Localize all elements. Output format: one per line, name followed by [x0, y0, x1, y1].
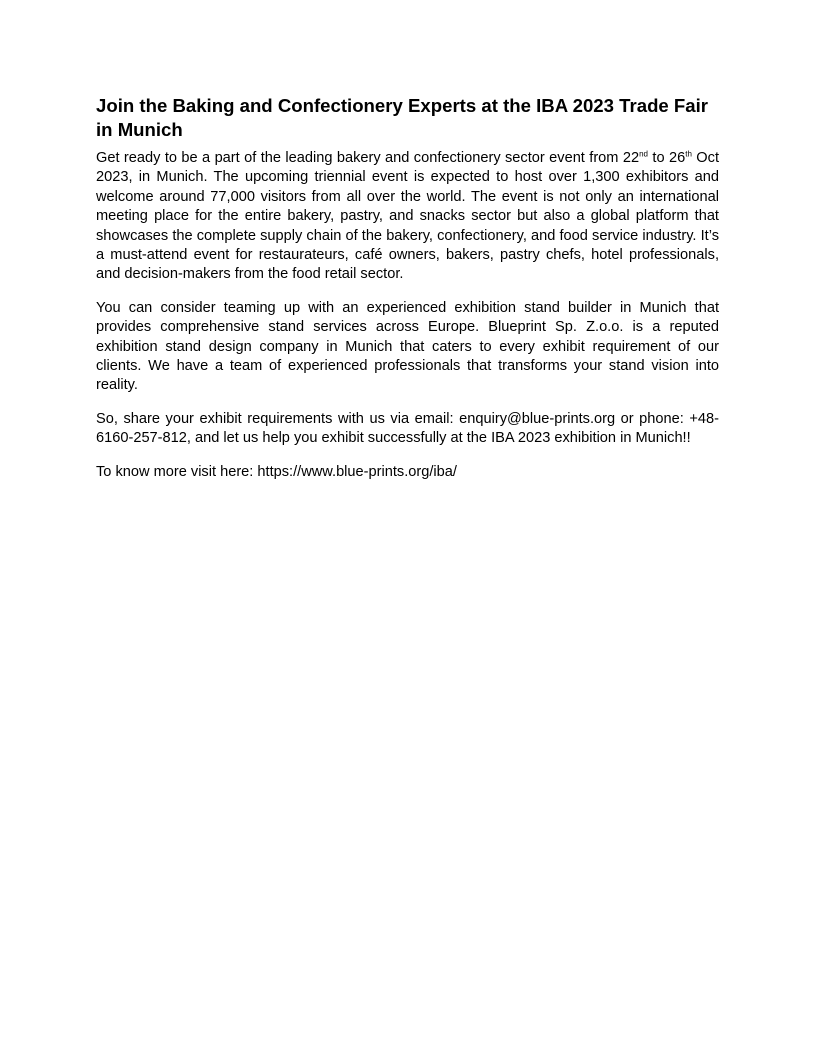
intro-text-part-3: Oct 2023, in Munich. The upcoming triennial event is expected to host over 1,300 exhibitors and welcome around 77,000 visitors from all over the world. The event is not only an international meeting place for the entire bakery, pastry, and snacks sector but also a global platform that showcases the complete supply chain of the bakery, confectionery, and food service industry. It’s a must-attend event for restaurateurs, café owners, bakers, pastry chefs, hotel professionals, and decision-makers from the food retail sector. — [96, 150, 719, 283]
more-info-paragraph: To know more visit here: https://www.blue-prints.org/iba/ — [96, 463, 457, 480]
intro-text-part-1: Get ready to be a part of the leading bakery and confectionery sector event from 22 — [96, 150, 640, 166]
intro-paragraph — [96, 149, 719, 285]
intro-text-part-2: to 26 — [648, 150, 686, 166]
ordinal-suffix-nd: nd — [639, 149, 648, 159]
stand-builder-paragraph: You can consider teaming up with an experienced exhibition stand builder in Munich that provides comprehensive stand services across Europe. Blueprint Sp. Z.o.o. is a reputed exhibition stand design company in Munich that caters to every exhibit requirement of our clients. We have a team of experienced professionals that transforms your stand vision into reality. — [96, 299, 719, 394]
document-page — [96, 94, 719, 496]
ordinal-suffix-th: th — [685, 149, 692, 159]
document-title: Join the Baking and Confectionery Experts at the IBA 2023 Trade Fair in Munich — [96, 95, 709, 140]
contact-paragraph: So, share your exhibit requirements with us via email: enquiry@blue-prints.org or phone: +48-6160-257-812, and let us help you exhibit successfully at the IBA 2023 exhibition in Munich!! — [96, 410, 719, 447]
